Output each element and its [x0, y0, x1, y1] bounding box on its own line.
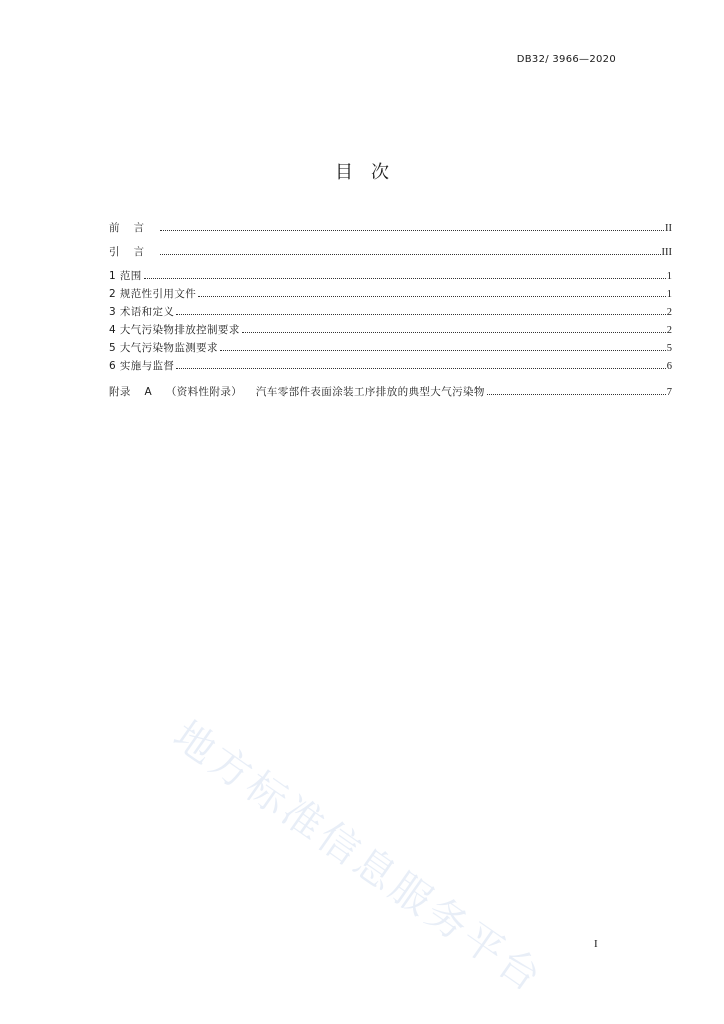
toc-entry-label: 3 术语和定义: [109, 306, 175, 318]
dot-leader: [220, 349, 666, 351]
toc-entry-label: 6 实施与监督: [109, 360, 175, 372]
document-code: DB32/ 3966—2020: [516, 54, 616, 65]
toc-entry-page: 1: [666, 271, 672, 282]
dot-leader: [487, 393, 666, 395]
toc-entry-page: 7: [666, 387, 672, 398]
toc-entry-implementation[interactable]: [109, 358, 672, 372]
dot-leader: [144, 277, 666, 279]
toc-entry-monitoring[interactable]: [109, 340, 672, 354]
toc-entry-label: 引言: [109, 246, 158, 258]
toc-entry-page: 2: [666, 307, 672, 318]
toc-entry-terms-definitions[interactable]: [109, 304, 672, 318]
toc-entry-page: 2: [666, 325, 672, 336]
toc-entry-label: 1 范围: [109, 270, 142, 282]
dot-leader: [242, 331, 666, 333]
toc-title: 目次: [335, 162, 407, 183]
dot-leader: [198, 295, 666, 297]
dot-leader: [176, 313, 665, 315]
toc-entry-label: 2 规范性引用文件: [109, 288, 197, 300]
toc-entry-scope[interactable]: [109, 268, 672, 282]
toc-entry-page: II: [665, 223, 672, 234]
toc-entry-appendix-a[interactable]: [109, 384, 672, 398]
toc-entry-label: 附录 A （资料性附录） 汽车零部件表面涂装工序排放的典型大气污染物: [109, 386, 485, 398]
dot-leader: [176, 367, 665, 369]
toc-entry-introduction[interactable]: [109, 244, 672, 258]
toc-entry-page: 1: [666, 289, 672, 300]
dot-leader: [160, 253, 661, 255]
toc-entry-label: 5 大气污染物监测要求: [109, 342, 218, 354]
toc-entry-foreword[interactable]: [109, 220, 672, 234]
page-number: I: [594, 938, 598, 950]
toc-entry-normative-references[interactable]: [109, 286, 672, 300]
toc-entry-label: 4 大气污染物排放控制要求: [109, 324, 240, 336]
toc-entry-page: 5: [666, 343, 672, 354]
toc-entry-emission-control[interactable]: [109, 322, 672, 336]
dot-leader: [160, 229, 664, 231]
toc-entry-page: III: [661, 247, 672, 258]
watermark: 地方标准信息服务平台: [164, 712, 552, 1003]
toc-entry-page: 6: [666, 361, 672, 372]
toc-entry-label: 前言: [109, 222, 158, 234]
